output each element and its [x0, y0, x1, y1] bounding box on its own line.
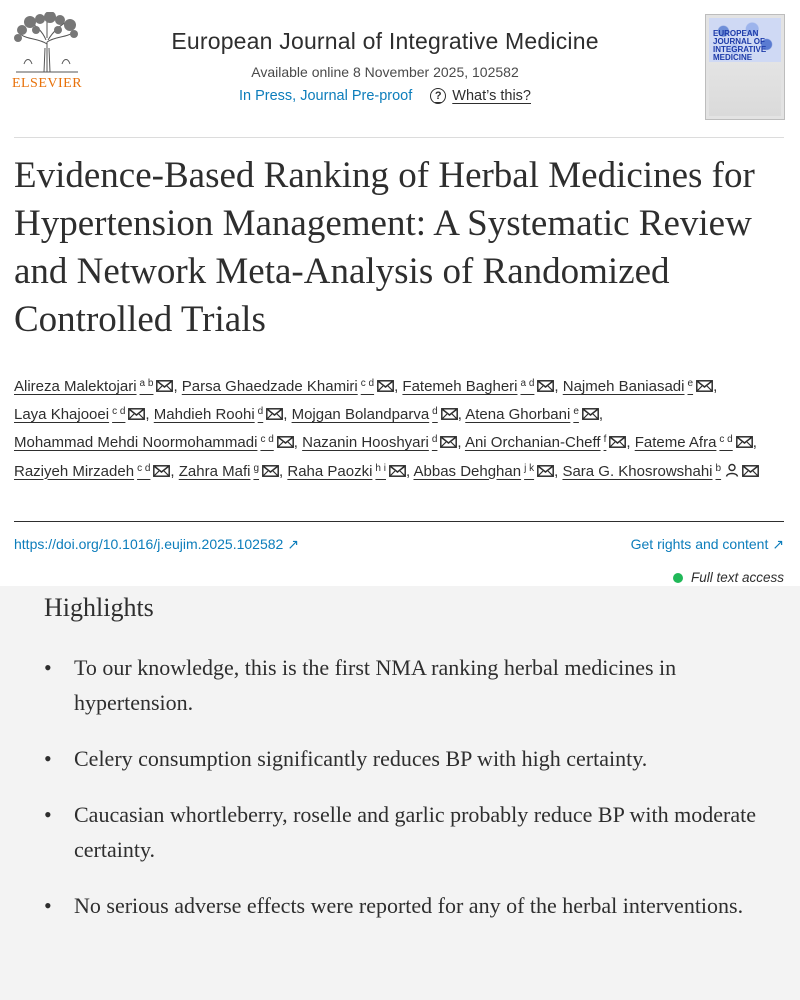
external-link-icon: ↗ [287, 536, 299, 552]
publisher-name: ELSEVIER [11, 76, 83, 91]
email-icon [440, 432, 457, 456]
email-icon [266, 404, 283, 428]
highlights-title: Highlights [44, 593, 154, 622]
author-link[interactable] [287, 463, 406, 480]
header-divider [14, 137, 784, 138]
author-affiliation: e [687, 378, 694, 389]
author-list [14, 372, 790, 485]
author-separator: , [752, 434, 757, 452]
author-separator: , [457, 434, 465, 452]
external-link-icon: ↗ [772, 536, 784, 552]
status-row [130, 88, 640, 104]
author-affiliation: c d [112, 406, 126, 418]
author-separator: , [279, 462, 288, 480]
author-separator: , [173, 378, 182, 395]
author-name: Mahdieh Roohi [153, 406, 255, 424]
author-name: Nazanin Hooshyari [302, 434, 429, 452]
rights-link[interactable] [631, 536, 784, 553]
author-separator: , [598, 406, 604, 424]
author-separator: , [713, 378, 718, 395]
email-icon [537, 461, 554, 485]
author-separator: , [293, 434, 303, 452]
in-press-link[interactable]: In Press, Journal Pre-proof [239, 88, 413, 104]
journal-cover[interactable] [705, 14, 785, 120]
author-name: Sara G. Khosrowshahi [562, 462, 713, 480]
author-affiliation: e [573, 406, 579, 418]
author-name: Laya Khajooei [14, 406, 110, 424]
whats-this-label: What’s this? [452, 88, 531, 104]
author-link[interactable] [14, 434, 294, 451]
author-link[interactable] [635, 434, 753, 451]
email-icon [696, 376, 713, 400]
author-affiliation: g [253, 462, 260, 474]
whats-this-link[interactable] [430, 88, 531, 104]
email-icon [153, 461, 170, 485]
email-icon [537, 376, 554, 400]
author-name: Fateme Afra [634, 434, 717, 452]
author-divider [14, 521, 784, 522]
author-affiliation: c d [260, 434, 274, 446]
author-link[interactable] [14, 378, 173, 395]
author-affiliation: d [431, 434, 438, 446]
author-name: Raha Paozki [287, 462, 373, 480]
author-separator: , [554, 378, 563, 395]
article-title: Evidence-Based Ranking of Herbal Medicines for Hypertension Management: A Systematic Review and Network Meta-Analysis of Randomized Controlled Trials [14, 155, 755, 340]
question-circle-icon: ? [430, 88, 446, 104]
author-link[interactable] [302, 434, 457, 451]
author-separator: , [394, 378, 403, 395]
email-icon [128, 404, 145, 428]
author-link[interactable] [154, 406, 283, 423]
author-affiliation: a b [139, 378, 154, 389]
author-name: Mojgan Bolandparva [291, 406, 430, 424]
author-link[interactable] [182, 378, 394, 395]
author-separator: , [170, 462, 179, 480]
author-affiliation: j k [524, 462, 535, 474]
author-link[interactable] [179, 463, 279, 480]
cover-image [709, 18, 781, 116]
author-name: Atena Ghorbani [465, 406, 571, 424]
author-separator: , [283, 406, 292, 424]
author-link[interactable] [465, 434, 626, 451]
author-name: Alireza Malektojari [14, 378, 137, 395]
author-affiliation: c d [719, 434, 733, 446]
author-name: Fatemeh Bagheri [402, 378, 518, 395]
author-name: Raziyeh Mirzadeh [14, 462, 135, 480]
author-name: Najmeh Baniasadi [562, 378, 685, 395]
journal-title-link[interactable]: European Journal of Integrative Medicine [171, 28, 599, 54]
email-icon [377, 376, 394, 400]
author-separator: , [145, 406, 154, 424]
doi-text: https://doi.org/10.1016/j.eujim.2025.102582 [14, 536, 284, 552]
access-label: Full text access [690, 570, 784, 585]
author-affiliation: d [257, 406, 264, 418]
author-affiliation: c d [360, 378, 375, 389]
highlight-item: • Caucasian whortleberry, roselle and garlic probably reduce BP with moderate certainty. [44, 797, 764, 867]
elsevier-tree-icon [10, 12, 84, 74]
doi-row [14, 536, 784, 553]
author-separator: , [554, 462, 563, 480]
email-icon [609, 432, 626, 456]
author-name: Mohammad Mehdi Noormohammadi [14, 434, 258, 452]
author-link[interactable] [563, 378, 713, 395]
cover-text: EUROPEAN JOURNAL OF INTEGRATIVE MEDICINE [713, 29, 767, 62]
email-icon [742, 461, 759, 485]
author-link[interactable] [14, 463, 170, 480]
email-icon [582, 404, 599, 428]
doi-link[interactable] [14, 536, 299, 553]
highlight-item: • No serious adverse effects were reported for any of the herbal interventions. [44, 888, 764, 923]
email-icon [441, 404, 458, 428]
author-separator: , [457, 406, 466, 424]
author-affiliation: d [432, 406, 438, 418]
highlights-section [0, 586, 800, 1000]
author-link[interactable] [465, 406, 599, 423]
email-icon [277, 432, 294, 456]
author-link[interactable] [402, 378, 554, 395]
available-online: Available online 8 November 2025, 102582 [251, 64, 519, 80]
access-dot-icon [673, 573, 683, 583]
elsevier-logo[interactable] [10, 12, 84, 92]
rights-text: Get rights and content [630, 536, 769, 552]
author-link[interactable] [414, 463, 555, 480]
email-icon [389, 461, 406, 485]
author-affiliation: h i [375, 462, 386, 474]
author-name: Zahra Mafi [178, 462, 251, 480]
author-name: Parsa Ghaedzade Khamiri [181, 378, 358, 395]
email-icon [262, 461, 279, 485]
email-icon [736, 432, 753, 456]
author-separator: , [626, 434, 635, 452]
author-name: Ani Orchanian-Cheff [464, 434, 601, 452]
author-affiliation: a d [520, 378, 535, 389]
author-name: Abbas Dehghan [413, 462, 522, 480]
author-affiliation: c d [137, 462, 151, 474]
access-status [673, 570, 784, 585]
journal-info [130, 28, 640, 104]
corresponding-author-icon [725, 461, 739, 485]
highlight-item: • Celery consumption significantly reduces BP with high certainty. [44, 741, 764, 776]
author-affiliation: b [715, 462, 722, 474]
highlight-item: • To our knowledge, this is the first NMA ranking herbal medicines in hypertension. [44, 650, 764, 720]
author-separator: , [405, 462, 414, 480]
author-link[interactable] [14, 406, 145, 423]
author-affiliation: f [603, 434, 607, 446]
highlights-list [44, 650, 764, 944]
email-icon [156, 376, 173, 400]
author-link[interactable] [292, 406, 458, 423]
article-header [0, 0, 800, 137]
author-link[interactable] [562, 463, 759, 480]
